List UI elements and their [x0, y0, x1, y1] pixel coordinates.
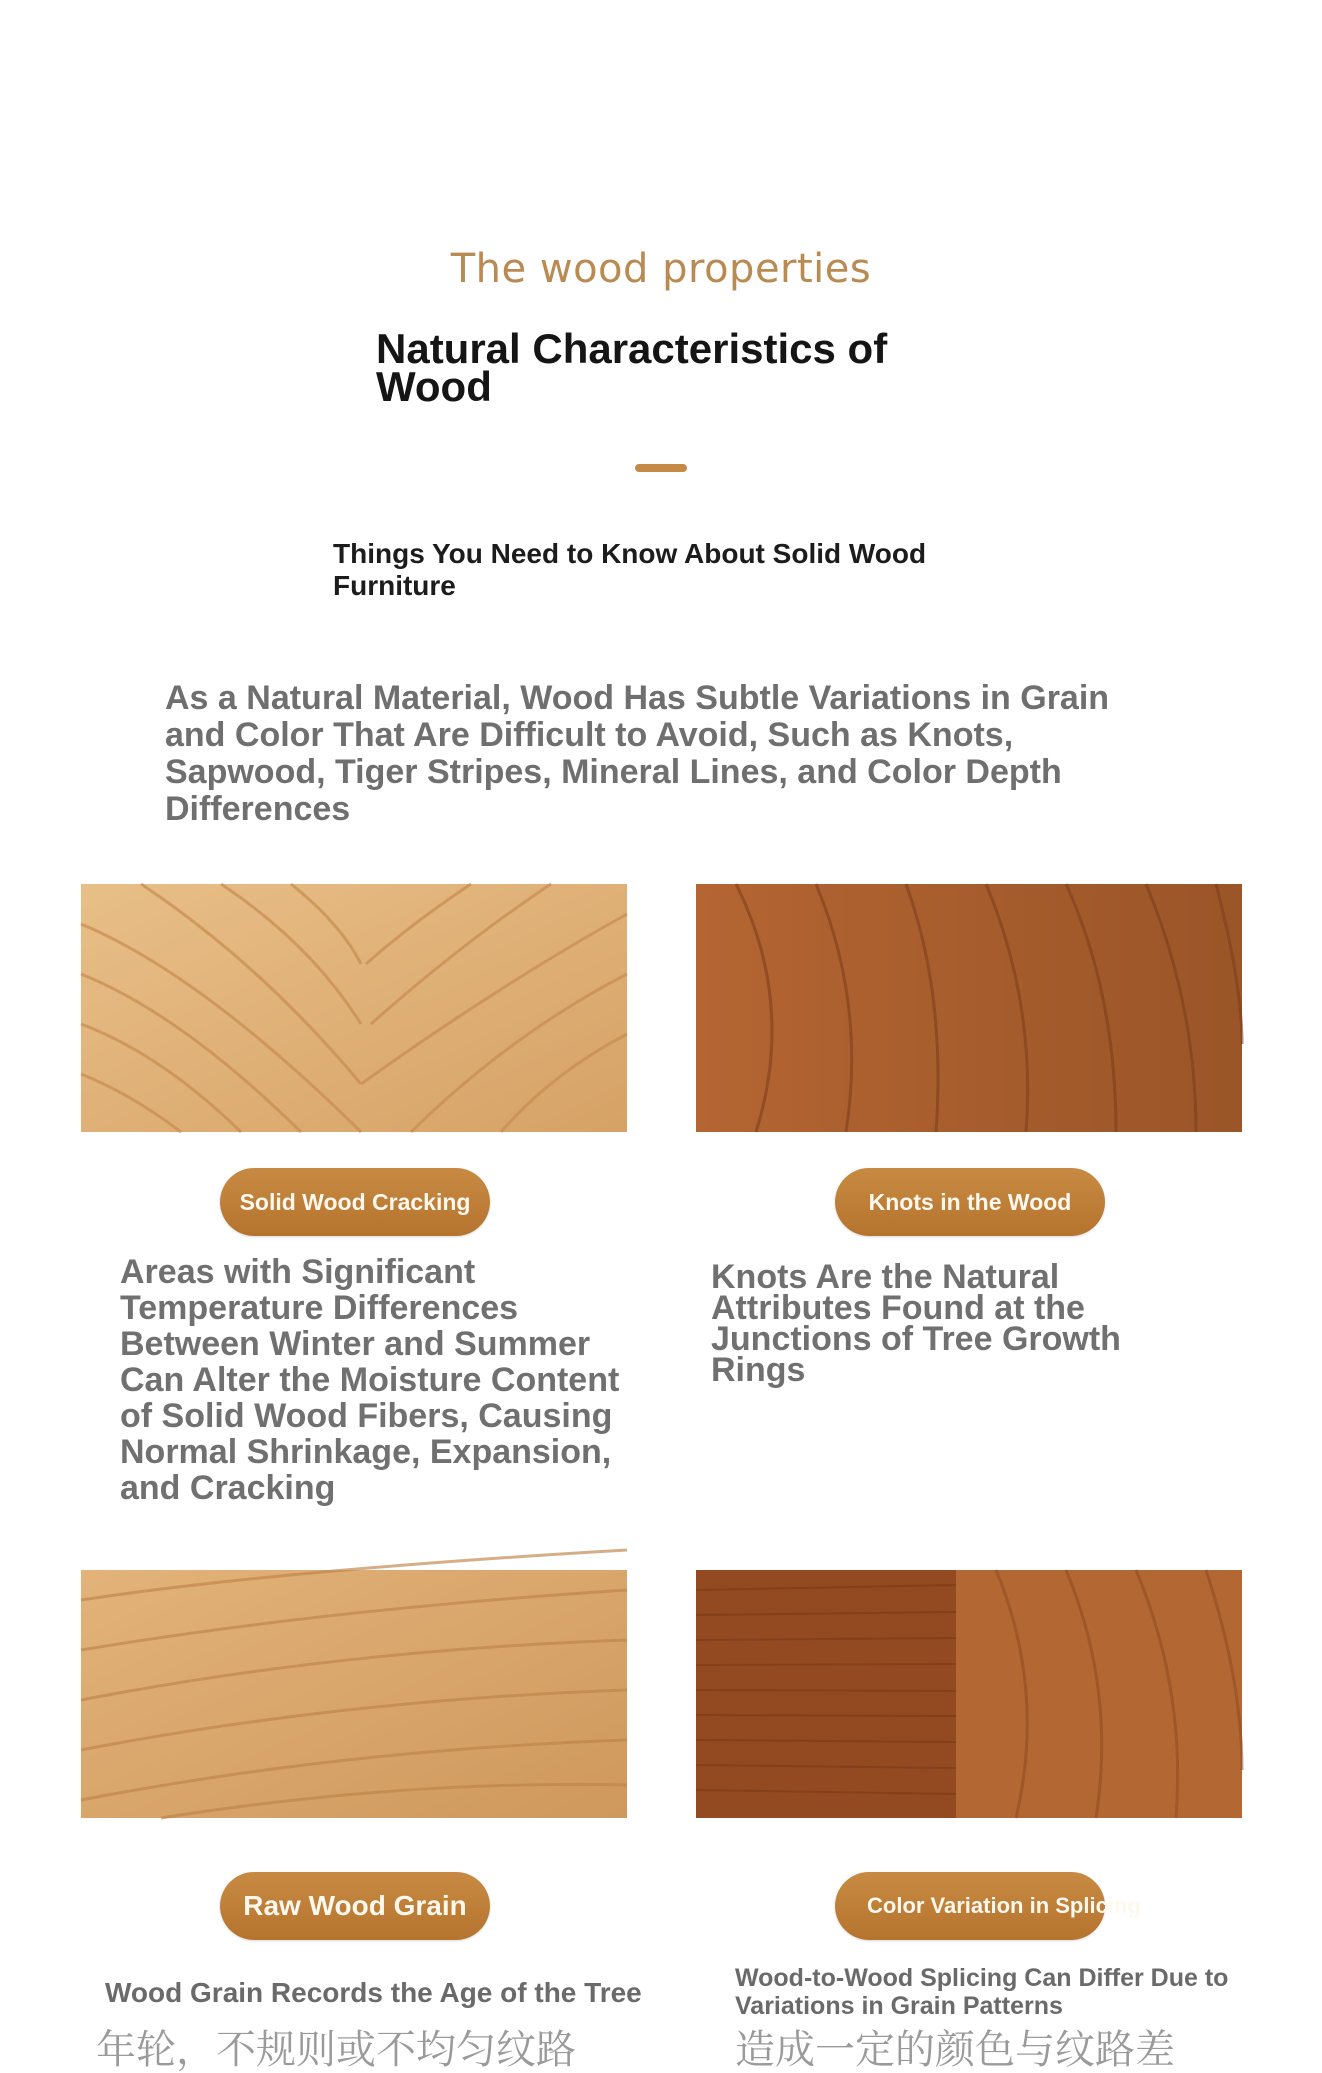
raw-wood-grain-label: Raw Wood Grain [220, 1872, 490, 1940]
section-eyebrow: The wood properties [450, 246, 872, 292]
color-variation-splicing-label: Color Variation in Splicing [835, 1872, 1105, 1940]
raw-wood-grain-extra: 年轮，不规则或不均匀纹路 [96, 2027, 576, 2073]
wood-cracking-image [81, 884, 627, 1132]
page-title: Natural Characteristics of Wood [376, 325, 888, 410]
knots-in-wood-description: Knots Are the Natural Attributes Found at the Junctions of Tree Growth Rings [711, 1258, 1121, 1389]
title-divider [635, 464, 687, 472]
color-splicing-image [696, 1570, 1242, 1818]
knots-in-wood-label: Knots in the Wood [835, 1168, 1105, 1236]
color-variation-splicing-description: Wood-to-Wood Splicing Can Differ Due to Variations in Grain Patterns [735, 1964, 1229, 2020]
intro-paragraph: As a Natural Material, Wood Has Subtle Variations in Grain and Color That Are Difficult to Avoid, Such as Knots, Sapwood, Tiger Stripes, Mineral Lines, and Color Depth Differences [165, 679, 1110, 828]
color-variation-splicing-extra: 造成一定的颜色与纹路差 [735, 2027, 1175, 2073]
raw-wood-grain-description: Wood Grain Records the Age of the Tree [105, 1977, 642, 2008]
section-subtitle: Things You Need to Know About Solid Wood Furniture [333, 538, 927, 601]
solid-wood-cracking-description: Areas with Significant Temperature Differences Between Winter and Summer Can Alter the Moisture Content of Solid Wood Fibers, Causing Normal Shrinkage, Expansion, and Cracking [120, 1253, 620, 1507]
solid-wood-cracking-label: Solid Wood Cracking [220, 1168, 490, 1236]
wood-knots-image [696, 884, 1242, 1132]
raw-wood-grain-image [81, 1570, 627, 1818]
